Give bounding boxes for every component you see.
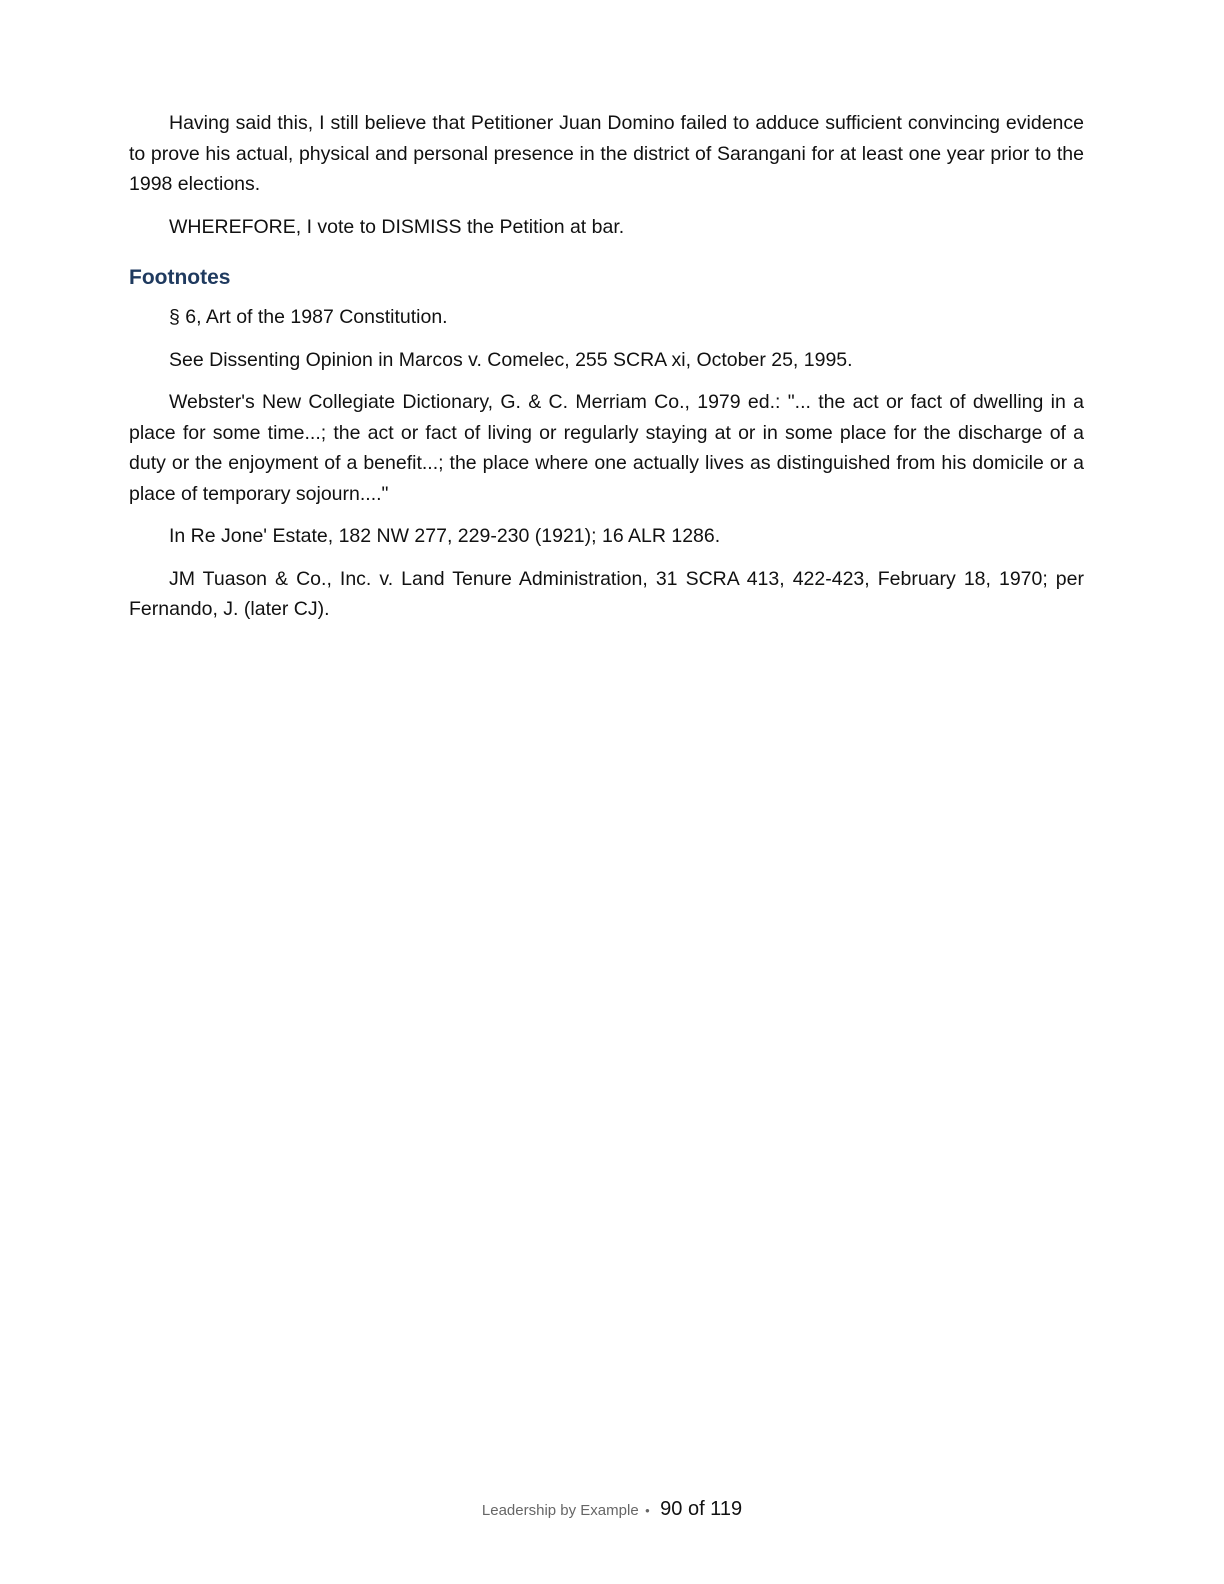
footnotes-heading: Footnotes [129, 266, 231, 289]
footnote-item: In Re Jone' Estate, 182 NW 277, 229-230 (1921); 16 ALR 1286. [169, 525, 721, 547]
footer-bullet: • [645, 1503, 650, 1518]
footnote-item: JM Tuason & Co., Inc. v. Land Tenure Administration, 31 SCRA 413, 422-423, February 18, 1970; per Fernando, J. (later CJ). [129, 567, 1084, 620]
footnote-item: See Dissenting Opinion in Marcos v. Comelec, 255 SCRA xi, October 25, 1995. [169, 348, 853, 371]
footnote-item: § 6, Art of the 1987 Constitution. [169, 306, 448, 328]
body-paragraph: WHEREFORE, I vote to DISMISS the Petition at bar. [169, 215, 625, 238]
page-number: 90 of 119 [660, 1498, 743, 1520]
body-paragraph: Having said this, I still believe that Petitioner Juan Domino failed to adduce sufficient convincing evidence to prove his actual, physical and personal presence in the district of Sarangani for at least one year prior to the 1998 elections. [129, 112, 1084, 195]
document-page [129, 108, 1084, 637]
footer-label: Leadership by Example [481, 1502, 639, 1519]
page-footer [0, 1498, 1224, 1521]
footnote-item: Webster's New Collegiate Dictionary, G. & C. Merriam Co., 1979 ed.: "... the act or fact of dwelling in a place for some time...; the act or fact of living or regularly staying at or in some place for the discharge of a duty or the enjoyment of a benefit...; the place where one actually lives as distinguished from his domicile or a place of temporary sojourn...." [129, 391, 1084, 505]
